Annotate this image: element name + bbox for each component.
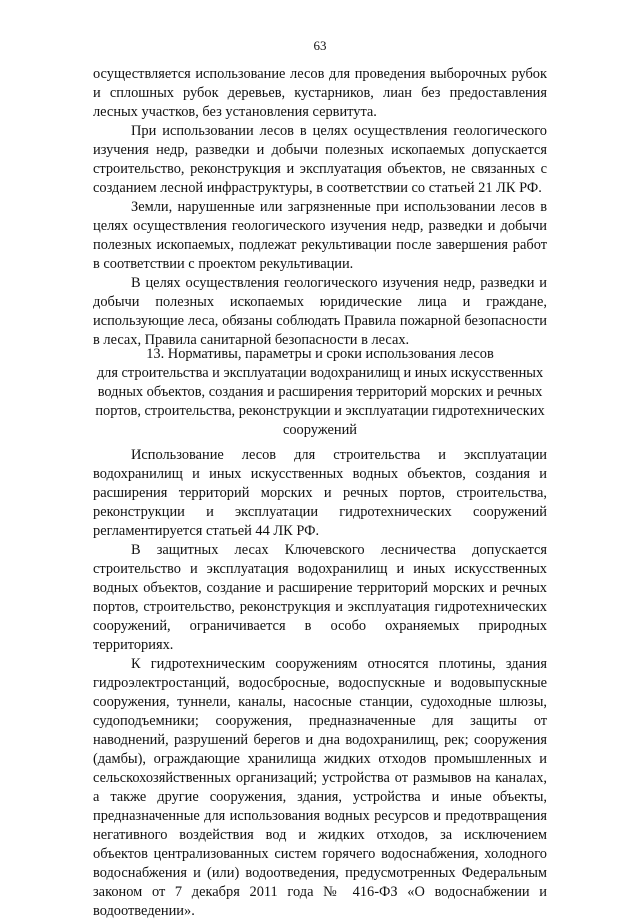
paragraph: В защитных лесах Ключевского лесничества допускается строительство и эксплуатация водохранилищ и иных искусственных водных объектов, создание и расширение территорий морских и речных портов, строительство, реконструкция и эксплуатация гидротехнических сооружений, ограничивается в особо охраняемых природных территориях. [93,542,547,653]
page-number: 63 [313,38,327,53]
section-heading-line: сооружений [282,422,358,438]
paragraph: В целях осуществления геологического изучения недр, разведки и добычи полезных ископаемых юридические лица и граждане, использующие леса, обязаны соблюдать Правила пожарной безопасности в лесах, Правила санитарной безопасности в лесах. [93,275,547,348]
paragraph: При использовании лесов в целях осуществления геологического изучения недр, разведки и добычи полезных ископаемых допускается строительство, реконструкция и эксплуатация объектов, не связанных с созданием лесной инфраструктуры, в соответствии со статьей 21 ЛК РФ. [93,123,547,196]
section-heading [93,345,547,440]
section-heading-line: для строительства и эксплуатации водохранилищ и иных искусственных [96,365,544,381]
section-heading-line: портов, строительства, реконструкции и эксплуатации гидротехнических [95,403,545,419]
section-heading-line: водных объектов, создания и расширения территорий морских и речных [97,384,543,400]
paragraph: Использование лесов для строительства и эксплуатации водохранилищ и иных искусственных водных объектов, создания и расширения территорий морских и речных портов, строительства, реконструкции и эксплуатации гидротехнических сооружений регламентируется статьей 44 ЛК РФ. [93,447,547,539]
section-heading-line: 13. Нормативы, параметры и сроки использования лесов [146,346,494,362]
paragraph: К гидротехническим сооружениям относятся плотины, здания гидроэлектростанций, водосбросные, водоспускные и водовыпускные сооружения, туннели, каналы, насосные станции, судоходные шлюзы, судоподъемники; сооружения, предназначенные для защиты от наводнений, разрушений берегов и дна водохранилищ, рек; сооружения (дамбы), ограждающие хранилища жидких отходов промышленных и сельскохозяйственных организаций; устройства от размывов на каналах, а также другие сооружения, здания, устройства и иные объекты, предназначенные для использования водных ресурсов и предотвращения негативного воздействия вод и жидких отходов, за исключением объектов централизованных систем горячего водоснабжения, холодного водоснабжения и (или) водоотведения, предусмотренных Федеральным законом от 7 декабря 2011 года № 416-ФЗ «О водоснабжении и водоотведении». [93,656,547,919]
body-text-bottom [93,446,547,921]
body-text-top [93,65,547,350]
paragraph: осуществляется использование лесов для проведения выборочных рубок и сплошных рубок деревьев, кустарников, лиан без предоставления лесных участков, без установления сервитута. [93,66,547,120]
paragraph: Земли, нарушенные или загрязненные при использовании лесов в целях осуществления геологического изучения недр, разведки и добычи полезных ископаемых, подлежат рекультивации после завершения работ в соответствии с проектом рекультивации. [93,199,547,272]
